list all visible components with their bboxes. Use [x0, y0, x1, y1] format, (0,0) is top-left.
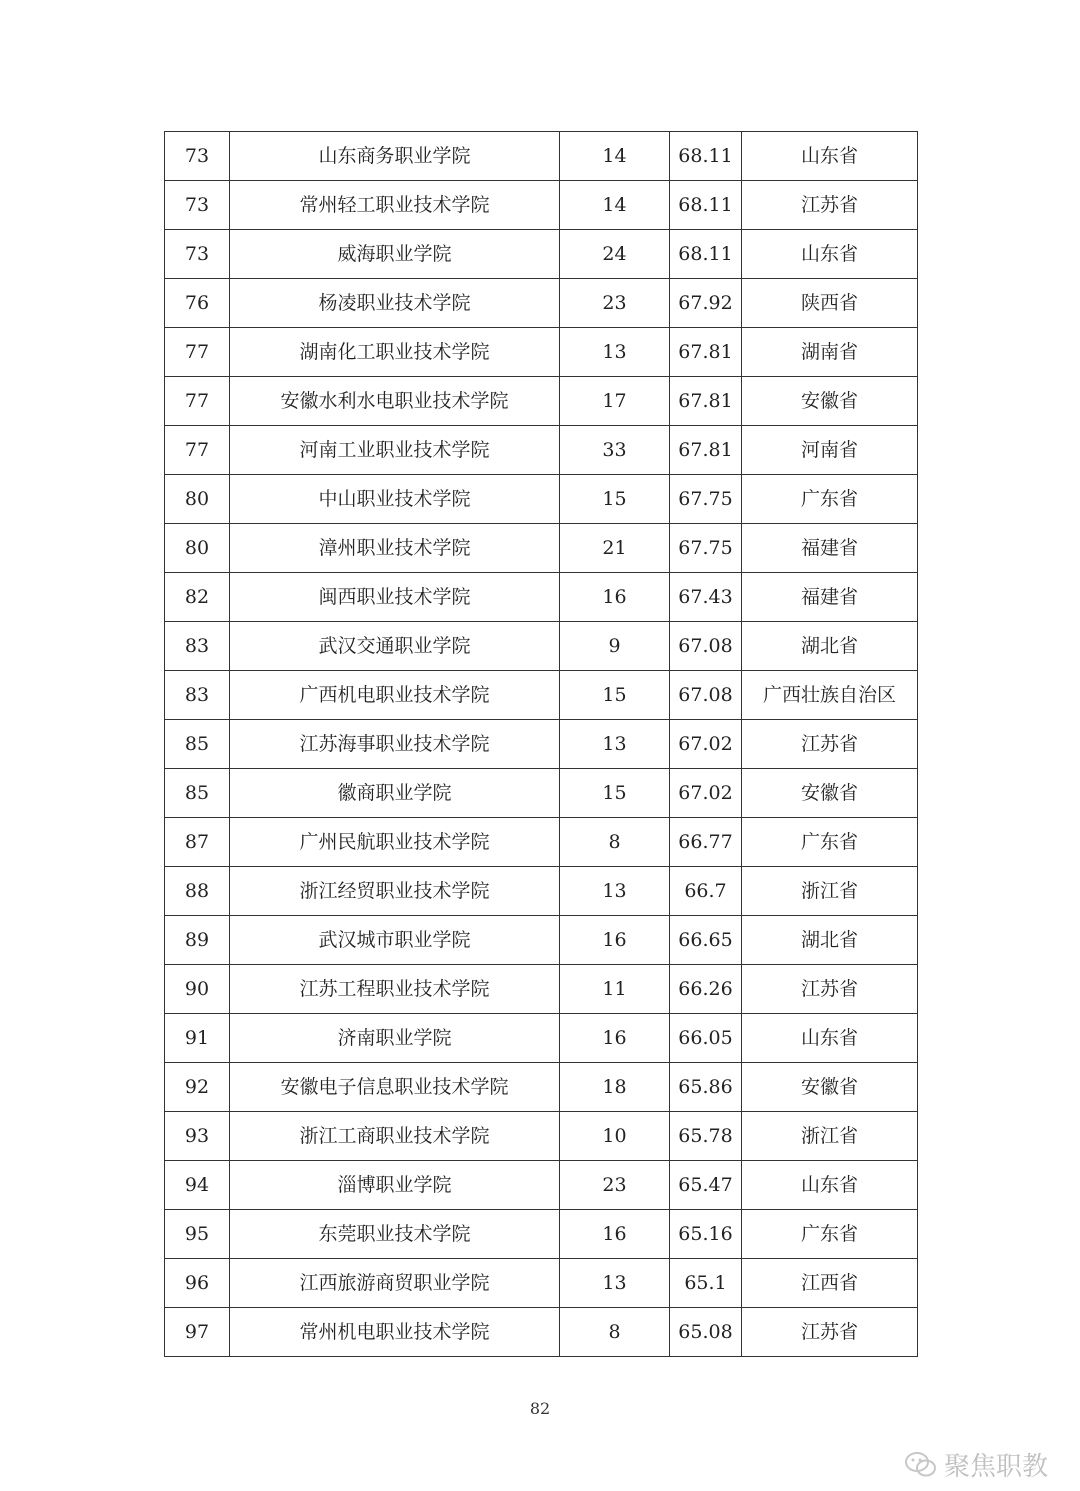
- rank-cell: 97: [165, 1308, 230, 1357]
- count-cell: 16: [560, 1210, 670, 1259]
- province-cell: 山东省: [742, 132, 918, 181]
- school-name-cell: 徽商职业学院: [230, 769, 560, 818]
- count-cell: 14: [560, 181, 670, 230]
- score-cell: 67.02: [670, 720, 742, 769]
- province-cell: 山东省: [742, 1161, 918, 1210]
- province-cell: 安徽省: [742, 377, 918, 426]
- count-cell: 15: [560, 671, 670, 720]
- school-name-cell: 浙江经贸职业技术学院: [230, 867, 560, 916]
- school-name-cell: 常州机电职业技术学院: [230, 1308, 560, 1357]
- province-cell: 广东省: [742, 818, 918, 867]
- table-row: [165, 230, 918, 279]
- rank-cell: 83: [165, 671, 230, 720]
- score-cell: 68.11: [670, 230, 742, 279]
- wechat-icon: [904, 1450, 938, 1480]
- school-name-cell: 常州轻工职业技术学院: [230, 181, 560, 230]
- rank-cell: 95: [165, 1210, 230, 1259]
- score-cell: 67.75: [670, 475, 742, 524]
- score-cell: 66.65: [670, 916, 742, 965]
- province-cell: 山东省: [742, 1014, 918, 1063]
- count-cell: 23: [560, 279, 670, 328]
- school-name-cell: 山东商务职业学院: [230, 132, 560, 181]
- rank-cell: 96: [165, 1259, 230, 1308]
- rank-cell: 83: [165, 622, 230, 671]
- table-row: [165, 1014, 918, 1063]
- table-row: [165, 916, 918, 965]
- ranking-table: [164, 131, 918, 1357]
- rank-cell: 92: [165, 1063, 230, 1112]
- rank-cell: 94: [165, 1161, 230, 1210]
- school-name-cell: 浙江工商职业技术学院: [230, 1112, 560, 1161]
- count-cell: 8: [560, 818, 670, 867]
- rank-cell: 73: [165, 181, 230, 230]
- rank-cell: 85: [165, 720, 230, 769]
- table-row: [165, 671, 918, 720]
- province-cell: 陕西省: [742, 279, 918, 328]
- count-cell: 17: [560, 377, 670, 426]
- count-cell: 33: [560, 426, 670, 475]
- rank-cell: 85: [165, 769, 230, 818]
- school-name-cell: 武汉交通职业学院: [230, 622, 560, 671]
- province-cell: 江苏省: [742, 181, 918, 230]
- province-cell: 安徽省: [742, 1063, 918, 1112]
- count-cell: 16: [560, 573, 670, 622]
- table-row: [165, 328, 918, 377]
- table-row: [165, 132, 918, 181]
- count-cell: 16: [560, 1014, 670, 1063]
- score-cell: 67.81: [670, 426, 742, 475]
- watermark-text: 聚焦职教: [943, 1452, 1048, 1482]
- score-cell: 66.7: [670, 867, 742, 916]
- school-name-cell: 广州民航职业技术学院: [230, 818, 560, 867]
- count-cell: 13: [560, 720, 670, 769]
- count-cell: 15: [560, 475, 670, 524]
- table-row: [165, 1210, 918, 1259]
- province-cell: 湖南省: [742, 328, 918, 377]
- table-row: [165, 867, 918, 916]
- school-name-cell: 闽西职业技术学院: [230, 573, 560, 622]
- school-name-cell: 武汉城市职业学院: [230, 916, 560, 965]
- score-cell: 65.16: [670, 1210, 742, 1259]
- count-cell: 18: [560, 1063, 670, 1112]
- province-cell: 江苏省: [742, 720, 918, 769]
- table-row: [165, 426, 918, 475]
- count-cell: 9: [560, 622, 670, 671]
- count-cell: 14: [560, 132, 670, 181]
- watermark: [904, 1446, 1048, 1483]
- province-cell: 浙江省: [742, 867, 918, 916]
- table-row: [165, 573, 918, 622]
- table-row: [165, 1308, 918, 1357]
- school-name-cell: 江苏海事职业技术学院: [230, 720, 560, 769]
- province-cell: 广东省: [742, 475, 918, 524]
- table-row: [165, 524, 918, 573]
- province-cell: 福建省: [742, 524, 918, 573]
- province-cell: 浙江省: [742, 1112, 918, 1161]
- school-name-cell: 安徽电子信息职业技术学院: [230, 1063, 560, 1112]
- table-row: [165, 1112, 918, 1161]
- table-row: [165, 181, 918, 230]
- table-row: [165, 475, 918, 524]
- table-row: [165, 818, 918, 867]
- page-number: 82: [529, 1399, 551, 1418]
- table-row: [165, 377, 918, 426]
- score-cell: 66.26: [670, 965, 742, 1014]
- score-cell: 68.11: [670, 181, 742, 230]
- rank-cell: 77: [165, 328, 230, 377]
- score-cell: 65.1: [670, 1259, 742, 1308]
- school-name-cell: 河南工业职业技术学院: [230, 426, 560, 475]
- table-row: [165, 279, 918, 328]
- rank-cell: 90: [165, 965, 230, 1014]
- school-name-cell: 淄博职业学院: [230, 1161, 560, 1210]
- count-cell: 10: [560, 1112, 670, 1161]
- score-cell: 65.08: [670, 1308, 742, 1357]
- table-row: [165, 1259, 918, 1308]
- rank-cell: 77: [165, 377, 230, 426]
- count-cell: 8: [560, 1308, 670, 1357]
- count-cell: 24: [560, 230, 670, 279]
- rank-cell: 77: [165, 426, 230, 475]
- school-name-cell: 江苏工程职业技术学院: [230, 965, 560, 1014]
- count-cell: 13: [560, 1259, 670, 1308]
- rank-cell: 73: [165, 230, 230, 279]
- province-cell: 江苏省: [742, 1308, 918, 1357]
- score-cell: 67.75: [670, 524, 742, 573]
- rank-cell: 80: [165, 475, 230, 524]
- score-cell: 67.08: [670, 622, 742, 671]
- school-name-cell: 杨凌职业技术学院: [230, 279, 560, 328]
- province-cell: 湖北省: [742, 916, 918, 965]
- province-cell: 安徽省: [742, 769, 918, 818]
- count-cell: 21: [560, 524, 670, 573]
- rank-cell: 82: [165, 573, 230, 622]
- count-cell: 13: [560, 328, 670, 377]
- rank-cell: 87: [165, 818, 230, 867]
- school-name-cell: 江西旅游商贸职业学院: [230, 1259, 560, 1308]
- count-cell: 16: [560, 916, 670, 965]
- table-row: [165, 1063, 918, 1112]
- count-cell: 11: [560, 965, 670, 1014]
- ranking-table-body: [165, 132, 918, 1357]
- school-name-cell: 漳州职业技术学院: [230, 524, 560, 573]
- school-name-cell: 威海职业学院: [230, 230, 560, 279]
- score-cell: 65.86: [670, 1063, 742, 1112]
- rank-cell: 91: [165, 1014, 230, 1063]
- score-cell: 67.08: [670, 671, 742, 720]
- rank-cell: 88: [165, 867, 230, 916]
- count-cell: 13: [560, 867, 670, 916]
- province-cell: 广西壮族自治区: [742, 671, 918, 720]
- score-cell: 66.05: [670, 1014, 742, 1063]
- score-cell: 65.78: [670, 1112, 742, 1161]
- rank-cell: 76: [165, 279, 230, 328]
- province-cell: 江西省: [742, 1259, 918, 1308]
- rank-cell: 93: [165, 1112, 230, 1161]
- school-name-cell: 东莞职业技术学院: [230, 1210, 560, 1259]
- province-cell: 江苏省: [742, 965, 918, 1014]
- school-name-cell: 济南职业学院: [230, 1014, 560, 1063]
- rank-cell: 73: [165, 132, 230, 181]
- province-cell: 山东省: [742, 230, 918, 279]
- count-cell: 23: [560, 1161, 670, 1210]
- table-row: [165, 769, 918, 818]
- table-row: [165, 965, 918, 1014]
- rank-cell: 80: [165, 524, 230, 573]
- school-name-cell: 中山职业技术学院: [230, 475, 560, 524]
- province-cell: 广东省: [742, 1210, 918, 1259]
- province-cell: 湖北省: [742, 622, 918, 671]
- count-cell: 15: [560, 769, 670, 818]
- score-cell: 66.77: [670, 818, 742, 867]
- province-cell: 河南省: [742, 426, 918, 475]
- province-cell: 福建省: [742, 573, 918, 622]
- score-cell: 67.02: [670, 769, 742, 818]
- score-cell: 67.92: [670, 279, 742, 328]
- score-cell: 67.81: [670, 328, 742, 377]
- school-name-cell: 安徽水利水电职业技术学院: [230, 377, 560, 426]
- table-row: [165, 622, 918, 671]
- score-cell: 67.81: [670, 377, 742, 426]
- score-cell: 65.47: [670, 1161, 742, 1210]
- score-cell: 68.11: [670, 132, 742, 181]
- rank-cell: 89: [165, 916, 230, 965]
- school-name-cell: 湖南化工职业技术学院: [230, 328, 560, 377]
- school-name-cell: 广西机电职业技术学院: [230, 671, 560, 720]
- table-row: [165, 1161, 918, 1210]
- table-row: [165, 720, 918, 769]
- score-cell: 67.43: [670, 573, 742, 622]
